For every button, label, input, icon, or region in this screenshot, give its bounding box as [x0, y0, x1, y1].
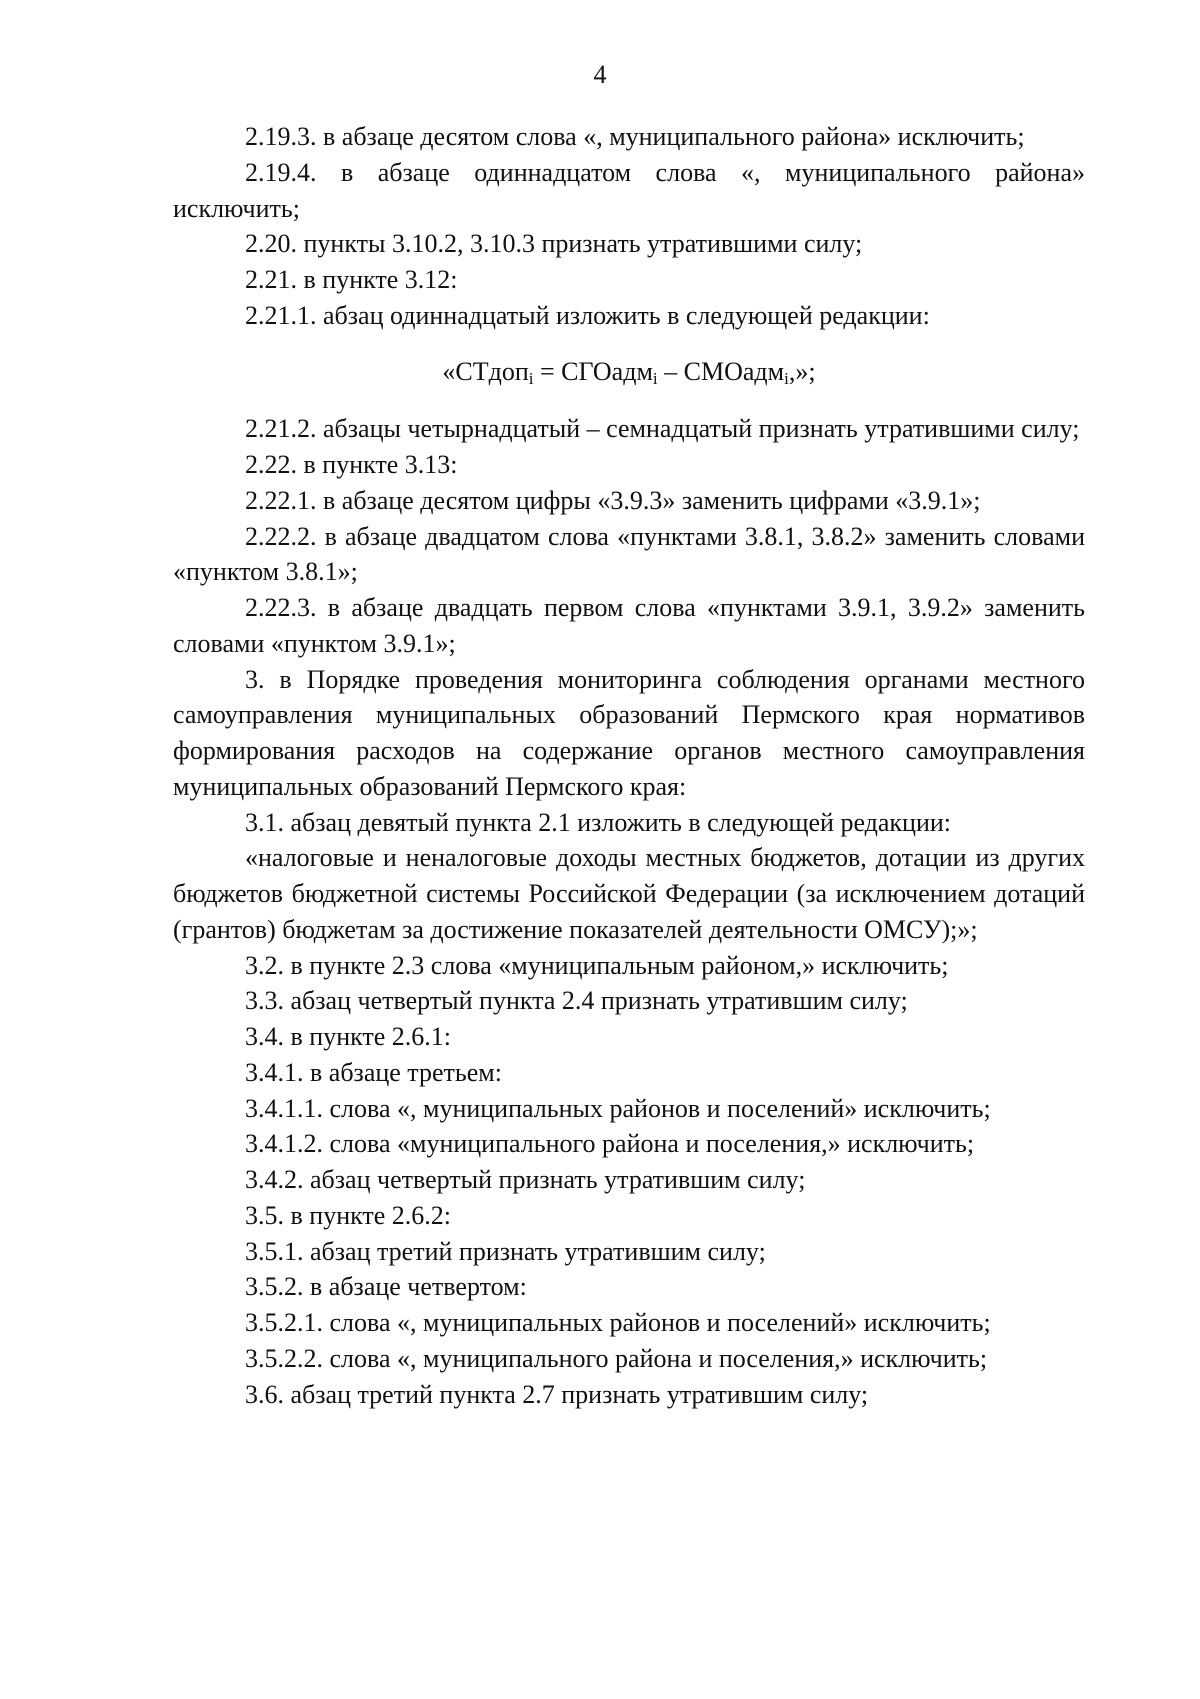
formula-open: «СТдоп — [442, 356, 529, 386]
paragraph: 3.5.2. в абзаце четвертом: — [245, 1272, 527, 1302]
formula-part: = СГОадм — [533, 356, 653, 386]
paragraph: 2.22.3. в абзаце двадцать первом слова «пунктами 3.9.1, 3.9.2» заменить словами «пунктом 3.9.1»; — [173, 593, 1085, 658]
paragraph: 3.3. абзац четвертый пункта 2.4 признать утратившим силу; — [245, 986, 908, 1016]
paragraph: 2.22.1. в абзаце десятом цифры «3.9.3» заменить цифрами «3.9.1»; — [245, 485, 981, 515]
page-number: 4 — [593, 60, 607, 89]
paragraph: 3.5.2.2. слова «, муниципального района и поселения,» исключить; — [245, 1343, 988, 1373]
paragraph: 3.5. в пункте 2.6.2: — [245, 1200, 452, 1230]
paragraph: 3.5.2.1. слова «, муниципальных районов и поселений» исключить; — [245, 1308, 991, 1337]
paragraph: «налоговые и неналоговые доходы местных бюджетов, дотации из других бюджетов бюджетной системы Российской Федерации (за исключением дотаций (грантов) бюджетам за достижение показателей деятельности ОМСУ);»; — [173, 843, 1085, 944]
paragraph: 3.5.1. абзац третий признать утратившим силу; — [245, 1236, 766, 1266]
paragraph: 2.20. пункты 3.10.2, 3.10.3 признать утратившими силу; — [245, 229, 863, 259]
paragraph: 3.4.1.1. слова «, муниципальных районов и поселений» исключить; — [245, 1093, 991, 1123]
formula-subscript: i — [784, 368, 789, 388]
paragraph: 3. в Порядке проведения мониторинга соблюдения органами местного самоуправления муниципальных образований Пермского края нормативов формирования расходов на содержание органов местного самоуправления муниципальных образований Пермского края: — [173, 664, 1085, 801]
paragraph: 3.6. абзац третий пункта 2.7 признать утратившим силу; — [245, 1379, 869, 1409]
paragraph: 3.4. в пункте 2.6.1: — [245, 1022, 452, 1051]
paragraph: 2.21. в пункте 3.12: — [245, 265, 458, 294]
paragraph: 3.1. абзац девятый пункта 2.1 изложить в следующей редакции: — [245, 807, 952, 837]
formula — [173, 354, 1085, 390]
paragraph: 2.22. в пункте 3.13: — [245, 450, 458, 479]
formula-subscript: i — [652, 368, 658, 388]
paragraph: 2.19.4. в абзаце одиннадцатом слова «, муниципального района» исключить; — [173, 157, 1085, 223]
document-body — [173, 119, 1085, 1412]
paragraph: 2.21.2. абзацы четырнадцатый – семнадцатый признать утратившими силу; — [245, 414, 1080, 444]
formula-subscript: i — [528, 368, 534, 388]
paragraph: 3.4.1. в абзаце третьем: — [245, 1057, 502, 1087]
paragraph: 2.22.2. в абзаце двадцатом слова «пунктами 3.8.1, 3.8.2» заменить словами «пунктом 3.8.1»; — [173, 521, 1085, 587]
paragraph: 3.4.1.2. слова «муниципального района и поселения,» исключить; — [245, 1129, 975, 1159]
paragraph: 2.19.3. в абзаце десятом слова «, муниципального района» исключить; — [245, 122, 1025, 151]
formula-close: ,»; — [788, 356, 816, 386]
paragraph: 2.21.1. абзац одиннадцатый изложить в следующей редакции: — [245, 300, 930, 330]
formula-part: – СМОадм — [657, 356, 785, 386]
paragraph: 3.2. в пункте 2.3 слова «муниципальным районом,» исключить; — [245, 950, 949, 980]
paragraph: 3.4.2. абзац четвертый признать утратившим силу; — [245, 1165, 806, 1194]
